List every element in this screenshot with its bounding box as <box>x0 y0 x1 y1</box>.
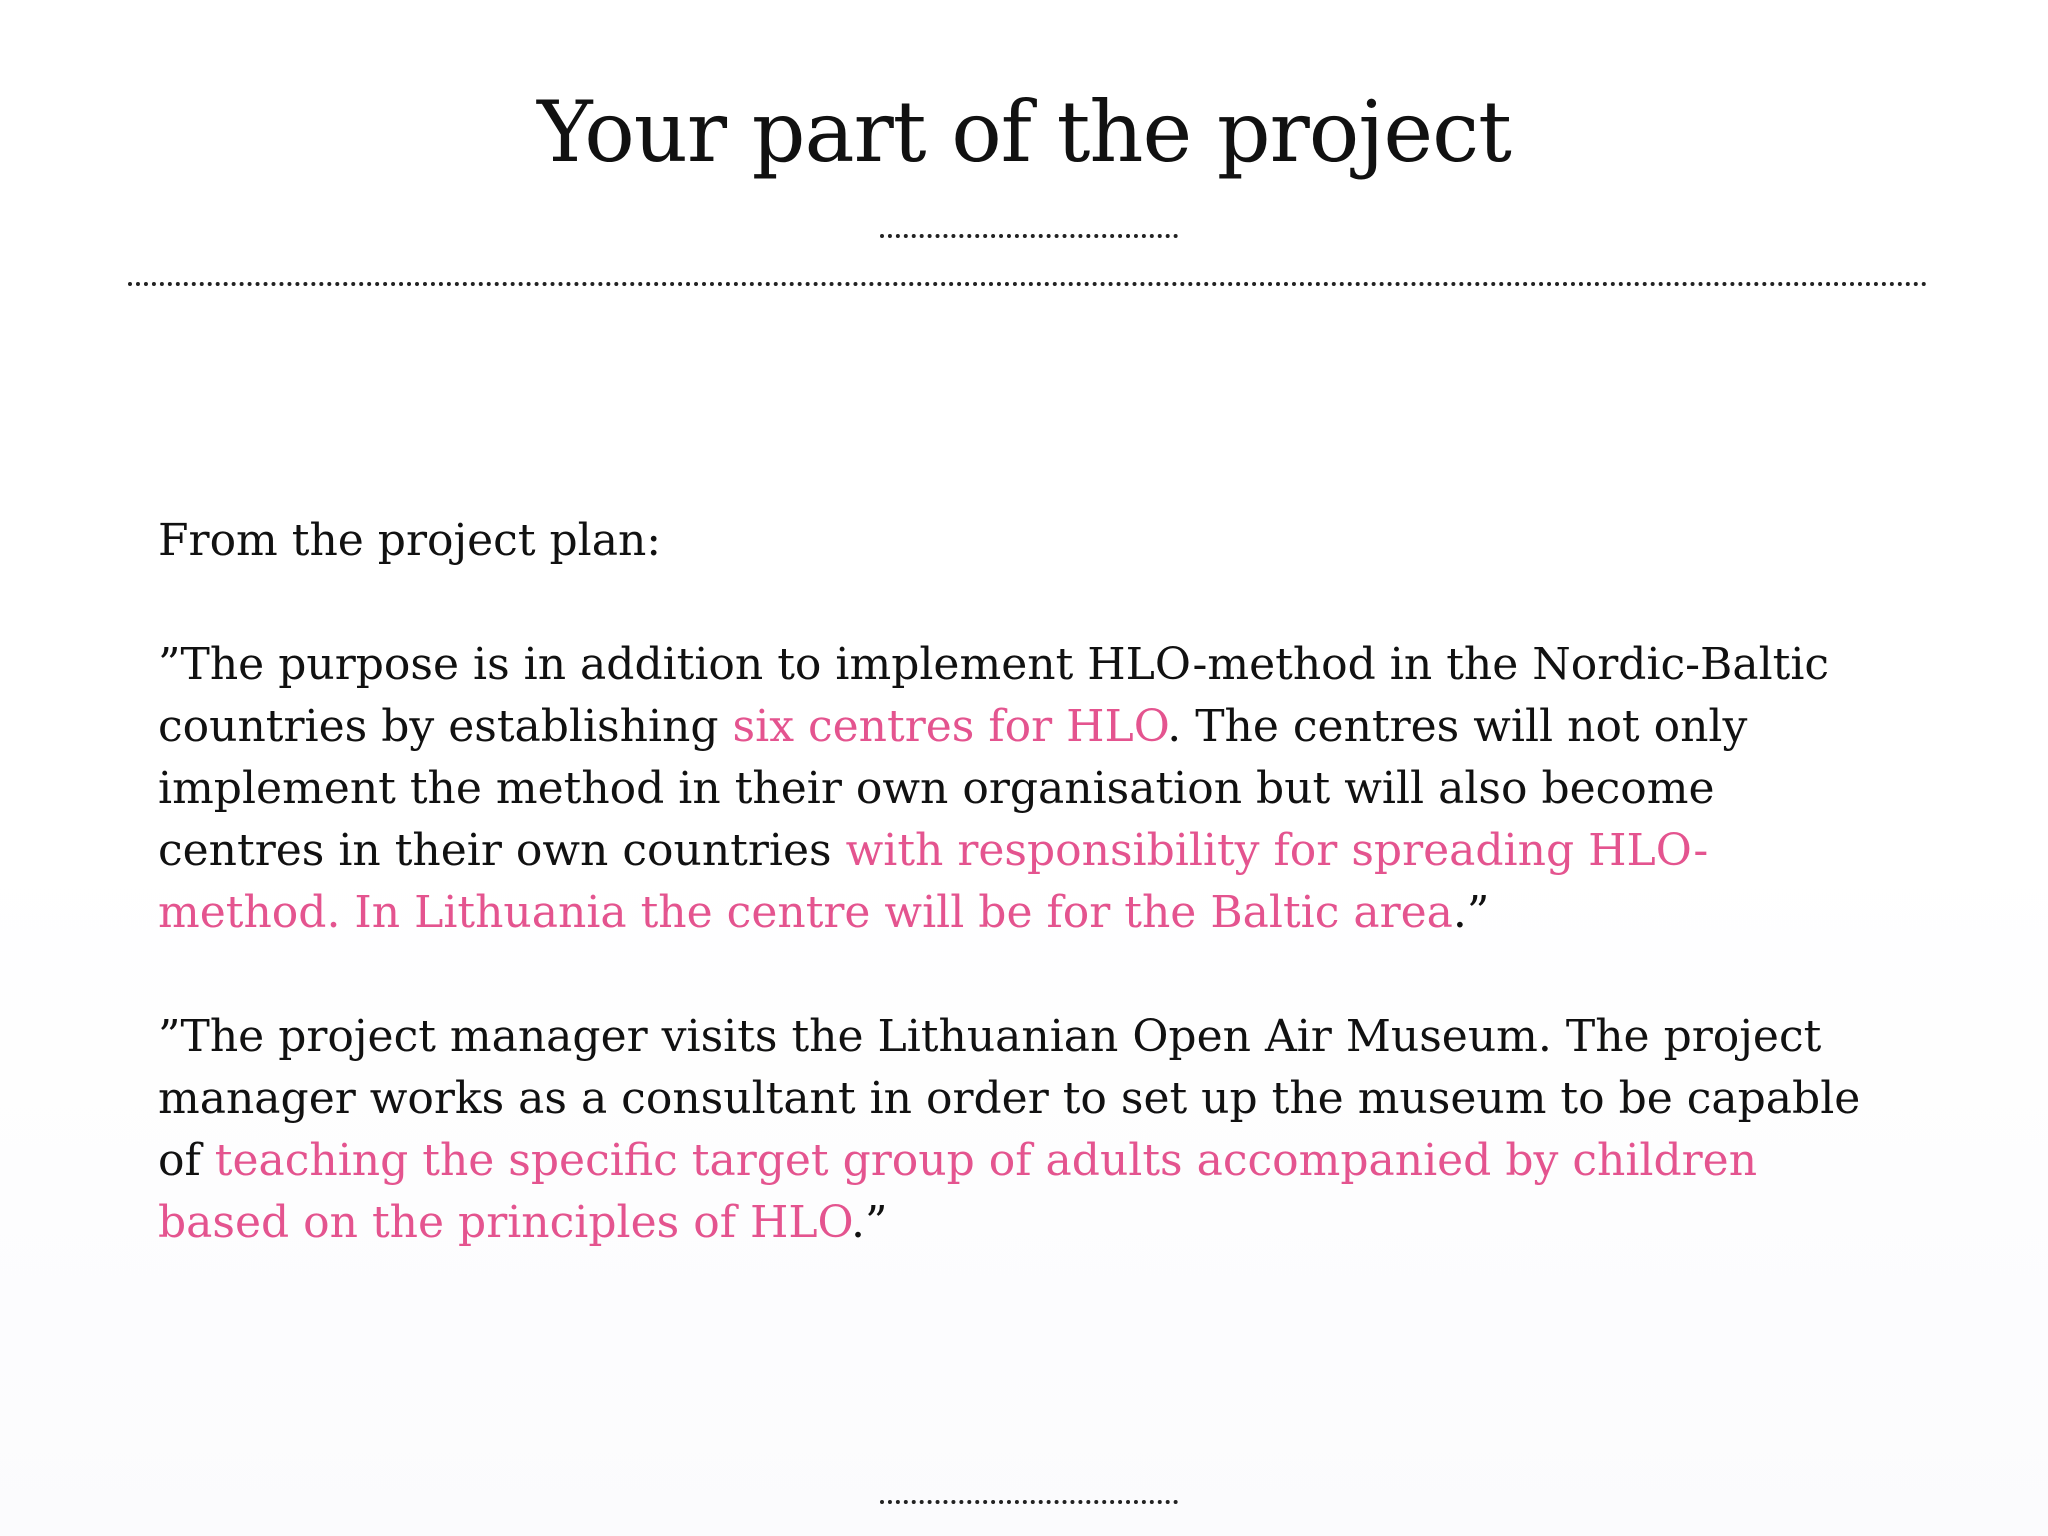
quote2-line1: ”The project manager visits the Lithuanian Open Air Museum. The project <box>158 1011 1822 1062</box>
quote1-line2: countries by establishing six centres for HLO. The centres will not only <box>158 701 1748 752</box>
quote1-line3: implement the method in their own organisation but will also become <box>158 763 1715 814</box>
intro-text: From the project plan: <box>158 515 662 566</box>
quote2-line3: of teaching the specific target group of adults accompanied by children <box>158 1135 1758 1186</box>
slide-title: Your part of the project <box>537 83 1511 181</box>
quote1-line4: centres in their own countries with responsibility for spreading HLO- <box>158 825 1709 876</box>
highlight-target-group: teaching the specific target group of adults accompanied by children <box>214 1135 1758 1186</box>
highlight-lithuania-centre: method. In Lithuania the centre will be for the Baltic area <box>158 887 1453 938</box>
bottom-dotted-divider <box>880 1500 1178 1504</box>
intro-line <box>158 510 1958 572</box>
quote1-line1: ”The purpose is in addition to implement HLO-method in the Nordic-Baltic <box>158 639 1830 690</box>
quote2-line2: manager works as a consultant in order to set up the museum to be capable <box>158 1073 1861 1124</box>
highlight-responsibility: with responsibility for spreading HLO- <box>845 825 1709 876</box>
full-width-dotted-rule <box>128 282 1928 286</box>
quote1-line5: method. In Lithuania the centre will be for the Baltic area.” <box>158 887 1490 938</box>
highlight-six-centres: six centres for HLO <box>732 701 1168 752</box>
slide-body <box>158 510 1958 1316</box>
quote2-line4: based on the principles of HLO.” <box>158 1197 888 1248</box>
quote-purpose <box>158 634 1958 944</box>
title-dotted-divider <box>880 234 1178 238</box>
highlight-hlo-principles: based on the principles of HLO <box>158 1197 852 1248</box>
quote-project-manager <box>158 1006 1958 1254</box>
